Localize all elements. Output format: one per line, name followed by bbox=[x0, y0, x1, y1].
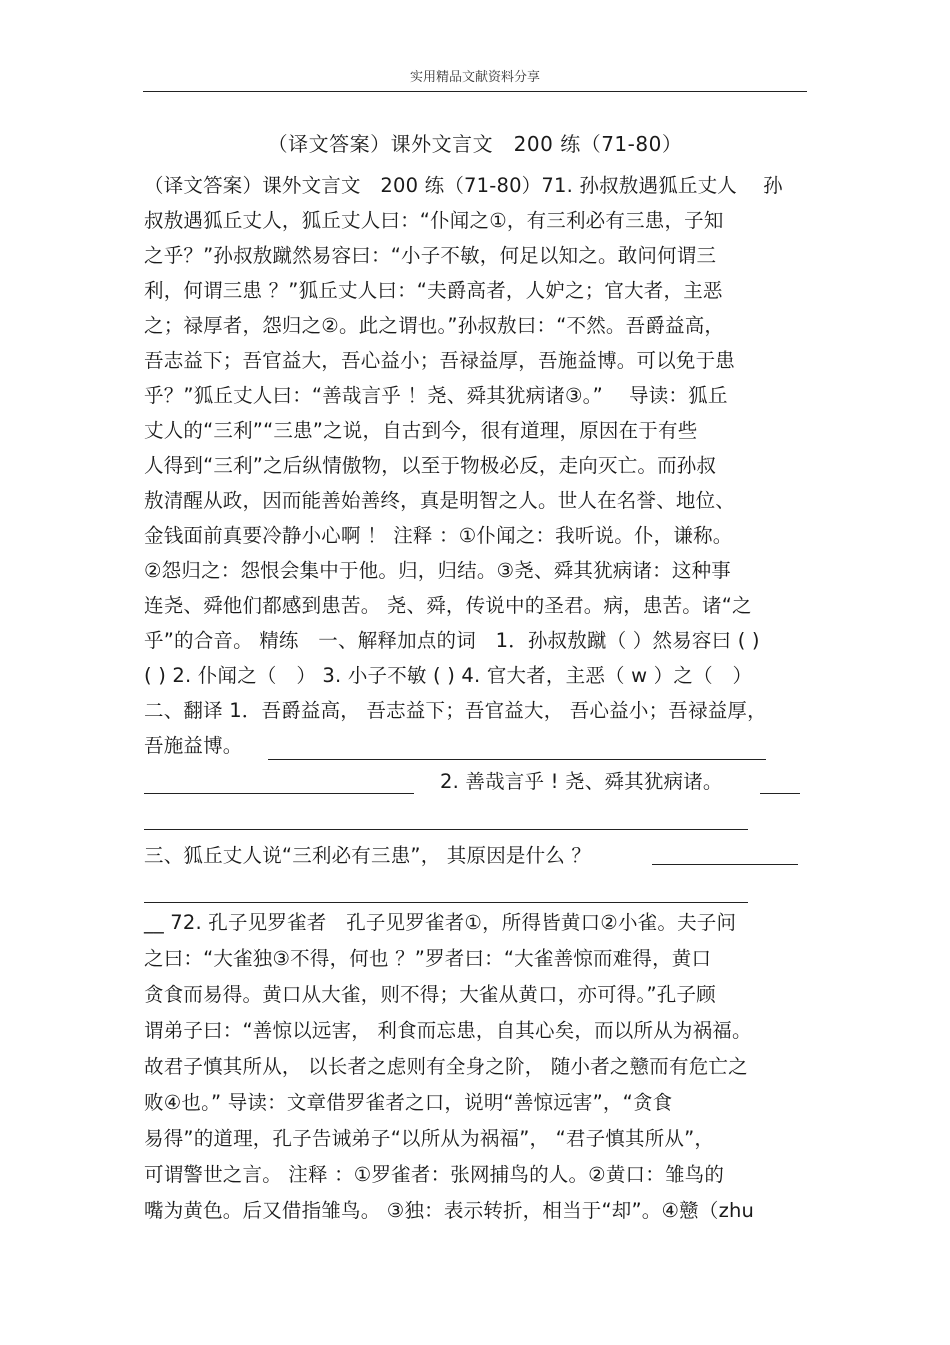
header-divider bbox=[143, 91, 807, 92]
text-line: 利，何谓三患 ？”狐丘丈人曰：“夫爵高者，人妒之；官大者，主恶 bbox=[144, 279, 723, 302]
text-line: 二、翻译 1．吾爵益高， 吾志益下；吾官益大， 吾心益小；吾禄益厚， bbox=[144, 699, 767, 722]
text-line: （译文答案）课外文言文 200 练（71-80）71. 孙叔敖遇狐丘丈人 孙 bbox=[144, 174, 783, 197]
text-line: 故君子慎其所从， 以长者之虑则有全身之阶， 随小者之戆而有危亡之 bbox=[144, 1055, 748, 1078]
text-line: 谓弟子曰：“善惊以远害， 利食而忘患，自其心矣，而以所从为祸福。 bbox=[144, 1019, 752, 1042]
text-line: 易得”的道理，孔子告诫弟子“以所从为祸福”， “君子慎其所从”， bbox=[144, 1127, 715, 1150]
answer-blank bbox=[760, 793, 800, 794]
text-line: 乎”的合音。 精练 一、解释加点的词 1．孙叔敖蹴（ ）然易容曰 ( ) bbox=[144, 629, 760, 652]
answer-blank bbox=[652, 864, 798, 865]
text-line: 三、狐丘丈人说“三利必有三患”， 其原因是什么 ？ bbox=[144, 844, 592, 867]
text-line: 金钱面前真要冷静小心啊 ！ 注释 ：①仆闻之：我听说。仆，谦称。 bbox=[144, 524, 733, 547]
text-line: 丈人的“三利”“三患”之说，自古到今，很有道理，原因在于有些 bbox=[144, 419, 698, 442]
text-line: __ 72. 孔子见罗雀者 孔子见罗雀者①，所得皆黄口②小雀。夫子问 bbox=[144, 911, 737, 934]
text-line: 可谓警世之言。 注释 ：①罗雀者：张网捕鸟的人。②黄口：雏鸟的 bbox=[144, 1163, 725, 1186]
text-line: 2. 善哉言乎 ! 尧、舜其犹病诸。 bbox=[440, 770, 723, 793]
text-line: ( ) 2. 仆闻之（ ） 3. 小子不敏 ( ) 4. 官大者，主恶（ w ）之（ ） bbox=[144, 664, 753, 687]
text-line: 敖清醒从政，因而能善始善终，真是明智之人。世人在名誉、地位、 bbox=[144, 489, 736, 512]
text-line: 连尧、舜他们都感到患苦。 尧、舜，传说中的圣君。病，患苦。诸“之 bbox=[144, 594, 752, 617]
text-line: 贪食而易得。黄口从大雀，则不得；大雀从黄口，亦可得。”孔子顾 bbox=[144, 983, 716, 1006]
text-line: 之乎？”孙叔敖蹴然易容曰：“小子不敏，何足以知之。敢问何谓三 bbox=[144, 244, 717, 267]
text-line: 之；禄厚者，怨归之②。此之谓也。”孙叔敖曰：“不然。吾爵益高， bbox=[144, 314, 725, 337]
text-line: ②怨归之：怨恨会集中于他。归，归结。③尧、舜其犹病诸：这种事 bbox=[144, 559, 731, 582]
text-line: 吾志益下；吾官益大，吾心益小；吾禄益厚，吾施益博。可以免于患 bbox=[144, 349, 736, 372]
text-line: 之曰：“大雀独③不得，何也 ？”罗者曰：“大雀善惊而难得，黄口 bbox=[144, 947, 712, 970]
page-header: 实用精品文献资料分享 bbox=[409, 70, 540, 85]
text-line: 叔敖遇狐丘丈人，狐丘丈人曰：“仆闻之①，有三利必有三患，子知 bbox=[144, 209, 724, 232]
text-line: 败④也。” 导读：文章借罗雀者之口，说明“善惊远害”，“贪食 bbox=[144, 1091, 673, 1114]
answer-blank bbox=[268, 759, 766, 760]
text-line: 嘴为黄色。后又借指雏鸟。 ③独：表示转折，相当于“却”。④戆（zhu bbox=[144, 1199, 755, 1222]
text-line: 人得到“三利”之后纵情傲物，以至于物极必反，走向灭亡。而孙叔 bbox=[144, 454, 717, 477]
answer-blank bbox=[144, 829, 748, 830]
text-line: 吾施益博。 bbox=[144, 734, 243, 757]
text-line: 乎？”狐丘丈人曰：“善哉言乎 ！尧、舜其犹病诸③。” 导读：狐丘 bbox=[144, 384, 728, 407]
document-title: （译文答案）课外文言文 200 练（71-80） bbox=[267, 132, 683, 156]
answer-blank bbox=[144, 902, 748, 903]
answer-blank bbox=[144, 793, 414, 794]
